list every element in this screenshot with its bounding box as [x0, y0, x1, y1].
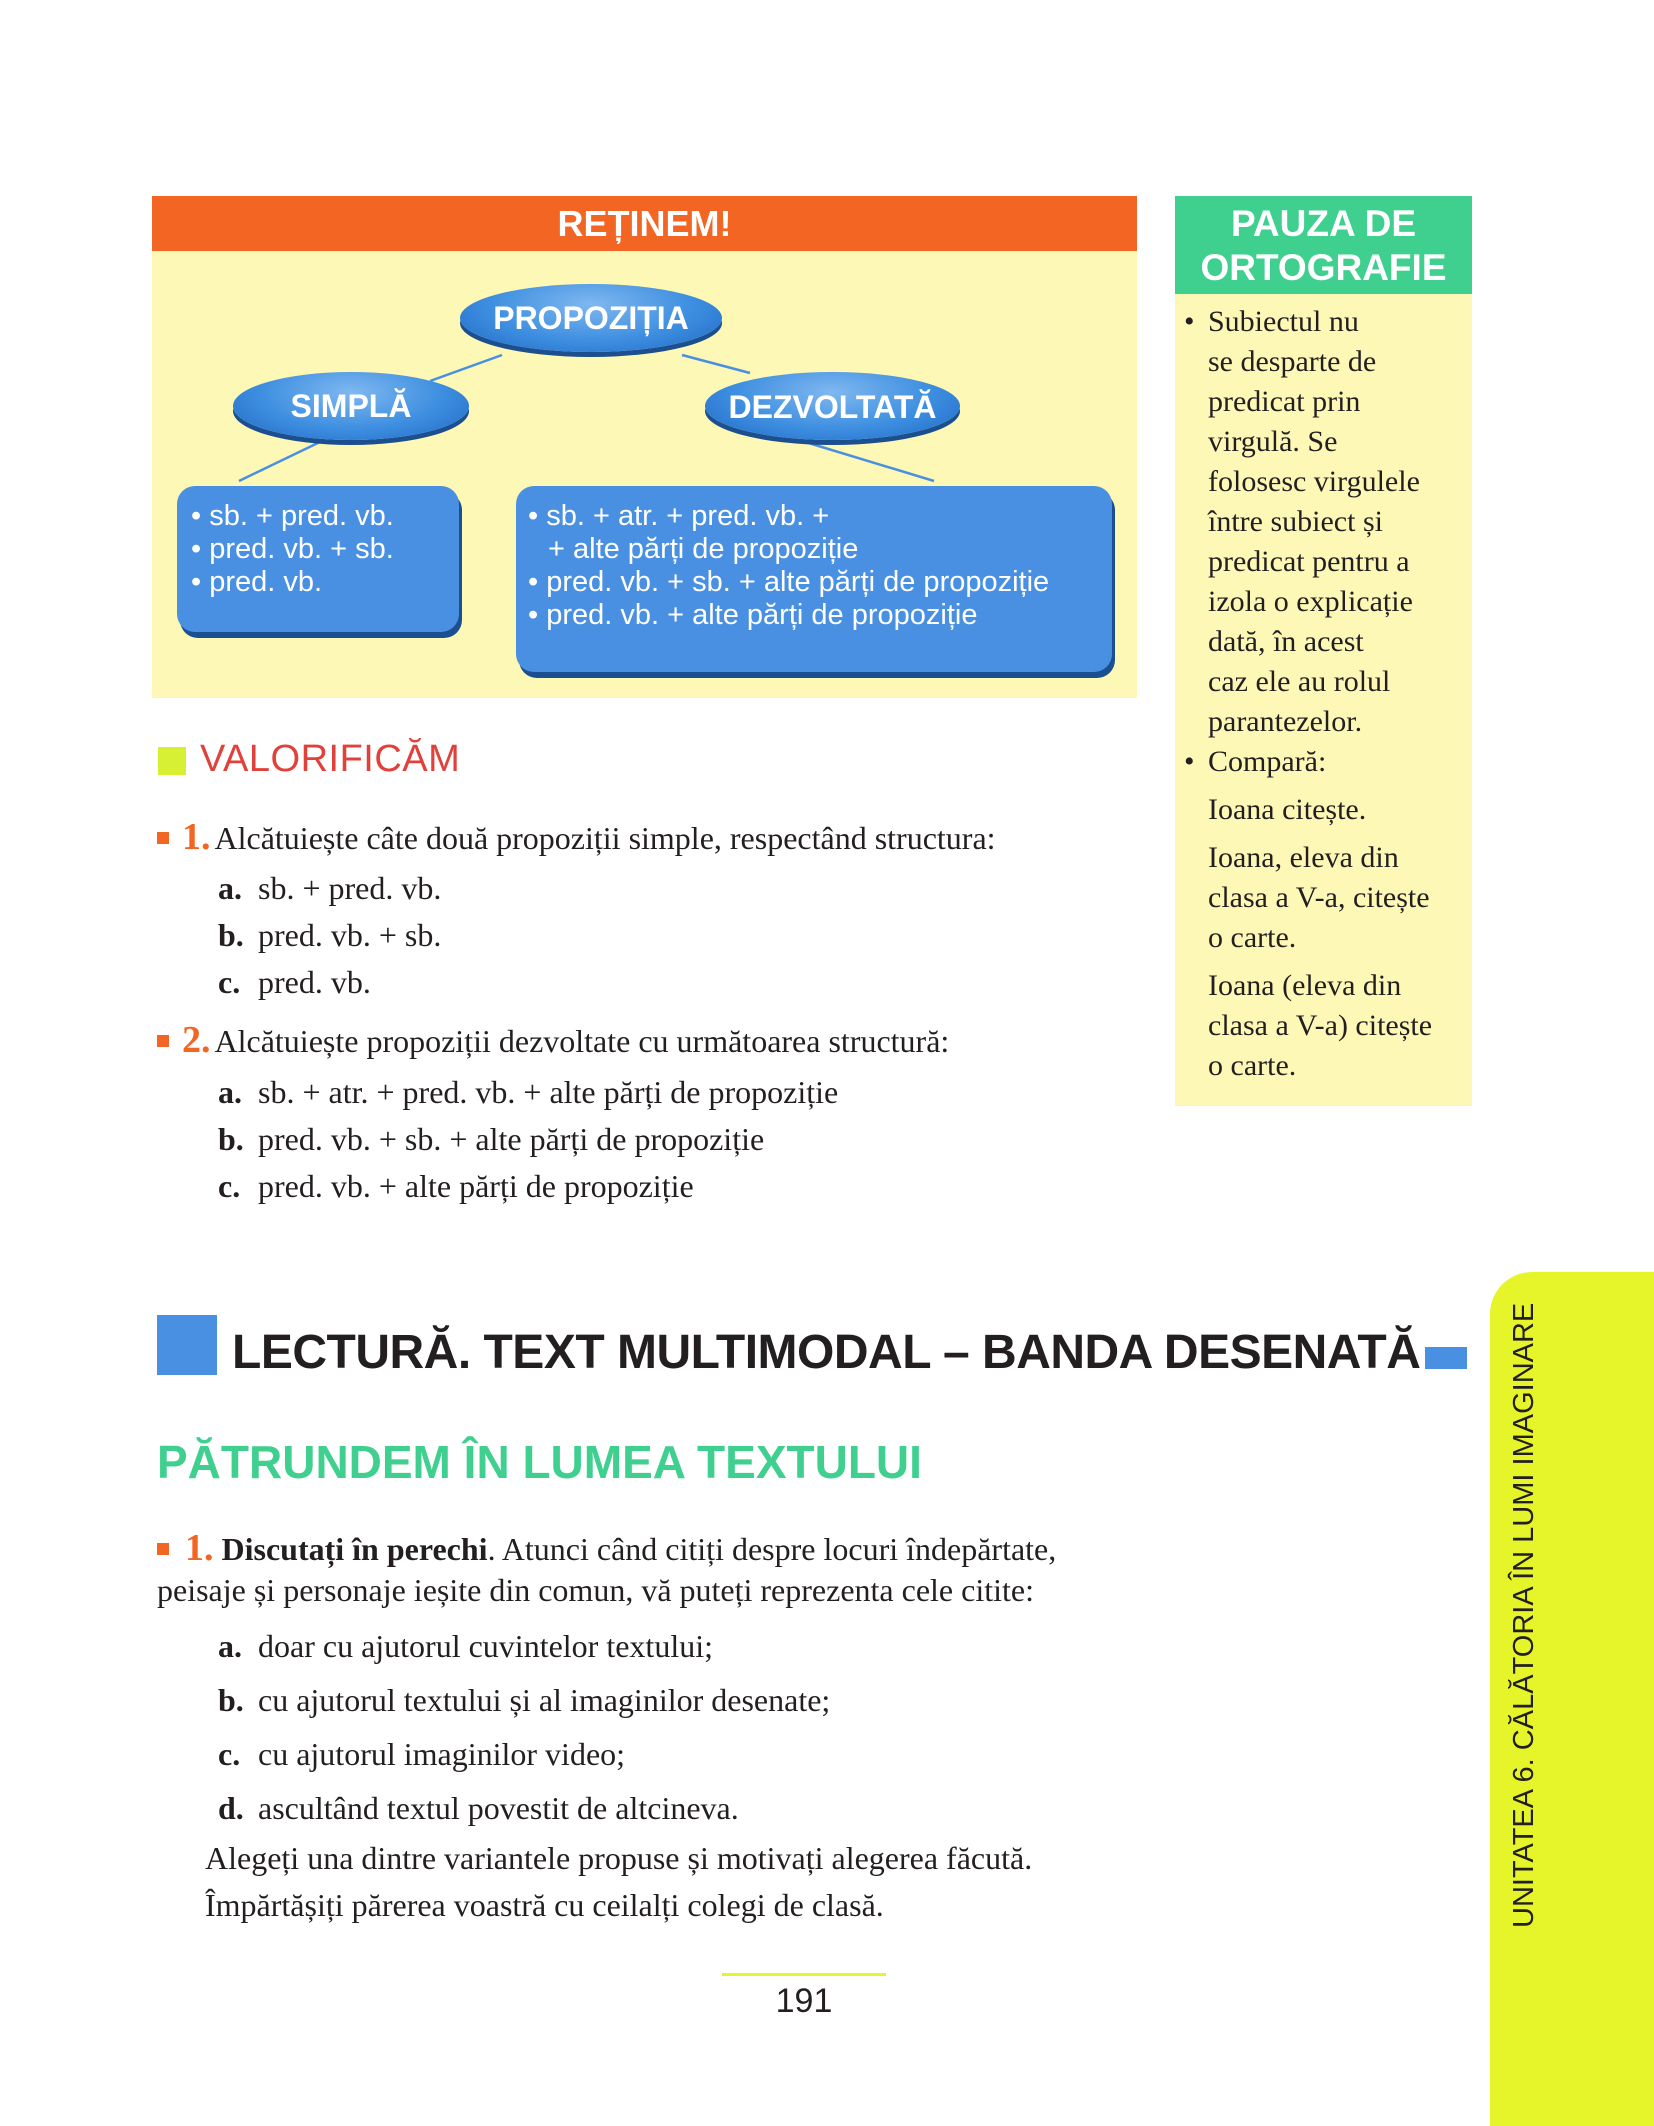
valorificam-title: VALORIFICĂM: [200, 738, 461, 780]
pauza-title-line1: PAUZA DE: [1231, 203, 1416, 244]
list-item: [218, 917, 441, 954]
pauza-text: Compară:: [1208, 745, 1327, 778]
pauza-line: predicat pentru a: [1208, 545, 1410, 578]
pauza-title: [1175, 196, 1472, 294]
pauza-line: virgulă. Se: [1208, 425, 1338, 458]
list-item: [218, 1790, 739, 1827]
pauza-example: clasa a V-a, citește: [1208, 881, 1430, 914]
closing-line: Împărtășiți părerea voastră cu ceilalți colegi de clasă.: [205, 1887, 884, 1923]
item-text: pred. vb. + sb.: [258, 917, 442, 953]
pauza-example: clasa a V-a) citește: [1208, 1009, 1433, 1042]
patrundem-title: PĂTRUNDEM ÎN LUMEA TEXTULUI: [157, 1436, 922, 1488]
item-text: doar cu ajutorul cuvintelor textului;: [258, 1628, 713, 1664]
list-item: [218, 964, 371, 1001]
node-dezvoltata: [705, 372, 960, 440]
list-item: [218, 1682, 830, 1719]
item-text: ascultând textul povestit de altcineva.: [258, 1790, 739, 1826]
exercise-number: 1.: [182, 816, 211, 858]
item-letter: c.: [218, 1168, 241, 1204]
pauza-line: între subiect și: [1208, 505, 1383, 538]
bullet: •: [1184, 305, 1195, 338]
developed-structures-box: [516, 486, 1112, 672]
exercise-text: . Atunci când citiți despre locuri îndepărtate,: [487, 1531, 1057, 1567]
pauza-example: o carte.: [1208, 921, 1297, 954]
lectura-exercise-1: [185, 1526, 1056, 1570]
exercise-2: [182, 1018, 949, 1062]
pauza-example: Ioana citește.: [1208, 793, 1367, 826]
node-simpla-label: SIMPLĂ: [290, 388, 412, 424]
item-letter: b.: [218, 1682, 244, 1718]
exercise-marker-icon: [157, 1035, 169, 1047]
pauza-example: Ioana, eleva din: [1208, 841, 1399, 874]
pauza-line: [1180, 302, 1470, 342]
connector-simple-box: [239, 441, 322, 481]
pauza-text: Subiectul nu: [1208, 305, 1359, 338]
structure-item: • pred. vb. + sb. + alte părți de propoziție: [528, 566, 1050, 598]
item-letter: d.: [218, 1790, 244, 1826]
pauza-line: caz ele au rolul: [1208, 665, 1391, 698]
connector-root-dezvoltata: [682, 355, 750, 373]
item-text: pred. vb. + alte părți de propoziție: [258, 1168, 694, 1204]
pauza-line: izola o explicație: [1208, 585, 1413, 618]
pauza-example: o carte.: [1208, 1049, 1297, 1082]
structure-item: • pred. vb. + sb.: [191, 533, 394, 565]
lectura-title: LECTURĂ. TEXT MULTIMODAL – BANDA DESENATĂ: [232, 1326, 1421, 1379]
pauza-line: [1180, 742, 1470, 782]
item-letter: b.: [218, 1121, 244, 1157]
list-item: [218, 1168, 694, 1205]
item-letter: c.: [218, 1736, 241, 1772]
item-letter: a.: [218, 1074, 242, 1110]
exercise-marker-icon: [157, 1543, 169, 1555]
exercise-instruction: Discutați în perechi: [221, 1531, 488, 1567]
list-item: [218, 870, 441, 907]
item-text: sb. + atr. + pred. vb. + alte părți de propoziție: [258, 1074, 839, 1110]
pauza-line: parantezelor.: [1208, 705, 1363, 738]
item-text: sb. + pred. vb.: [258, 870, 442, 906]
section-marker-icon: [158, 747, 186, 775]
exercise-marker-icon: [157, 832, 169, 844]
item-letter: a.: [218, 1628, 242, 1664]
item-text: pred. vb. + sb. + alte părți de propoziție: [258, 1121, 765, 1157]
exercise-number: 1.: [185, 1527, 214, 1569]
bullet: •: [1184, 745, 1195, 778]
unit-number: UNITATEA 6.: [1508, 1758, 1540, 1928]
pauza-body: [1180, 302, 1470, 1086]
pauza-example: Ioana (eleva din: [1208, 969, 1402, 1002]
item-letter: a.: [218, 870, 242, 906]
section-marker-icon: [1425, 1347, 1467, 1369]
exercise-text: Alcătuiește propoziții dezvoltate cu următoarea structură:: [214, 1023, 950, 1059]
node-propozitia-label: PROPOZIȚIA: [493, 300, 689, 336]
list-item: [218, 1074, 838, 1111]
list-item: [218, 1736, 625, 1773]
retinem-title: REȚINEM!: [152, 196, 1137, 251]
section-marker-icon: [157, 1315, 217, 1375]
exercise-number: 2.: [182, 1019, 211, 1061]
list-item: [218, 1121, 764, 1158]
item-letter: c.: [218, 964, 241, 1000]
node-simpla: [233, 372, 469, 440]
connector-root-simple: [430, 355, 502, 381]
pauza-line: predicat prin: [1208, 385, 1361, 418]
pauza-line: se desparte de: [1208, 345, 1377, 378]
item-text: pred. vb.: [258, 964, 371, 1000]
exercise-text-line: peisaje și personaje ieșite din comun, vă puteți reprezenta cele citite:: [157, 1572, 1034, 1608]
node-propozitia: [460, 284, 722, 352]
structure-item: • pred. vb.: [191, 566, 323, 598]
pauza-line: folosesc virgulele: [1208, 465, 1420, 498]
unit-side-label: [1508, 1303, 1541, 1928]
list-item: [218, 1628, 713, 1665]
connector-dezvoltata-box: [802, 441, 934, 481]
page-number: 191: [775, 1982, 833, 2020]
exercise-1: [182, 815, 996, 859]
page-number-rule: [722, 1973, 886, 1976]
pauza-title-line2: ORTOGRAFIE: [1200, 247, 1447, 288]
pauza-line: dată, în acest: [1208, 625, 1364, 658]
item-letter: b.: [218, 917, 244, 953]
item-text: cu ajutorul textului și al imaginilor desenate;: [258, 1682, 831, 1718]
unit-title: CĂLĂTORIA ÎN LUMI IMAGINARE: [1508, 1302, 1540, 1751]
structure-item: • pred. vb. + alte părți de propoziție: [528, 599, 978, 631]
structure-item: + alte părți de propoziție: [548, 533, 859, 565]
item-text: cu ajutorul imaginilor video;: [258, 1736, 626, 1772]
structure-item: • sb. + pred. vb.: [191, 500, 394, 532]
exercise-text: Alcătuiește câte două propoziții simple, respectând structura:: [214, 820, 996, 856]
closing-line: Alegeți una dintre variantele propuse și motivați alegerea făcută.: [205, 1840, 1033, 1876]
node-dezvoltata-label: DEZVOLTATĂ: [728, 389, 937, 425]
structure-item: • sb. + atr. + pred. vb. +: [528, 500, 830, 532]
simple-structures-box: [177, 486, 459, 632]
